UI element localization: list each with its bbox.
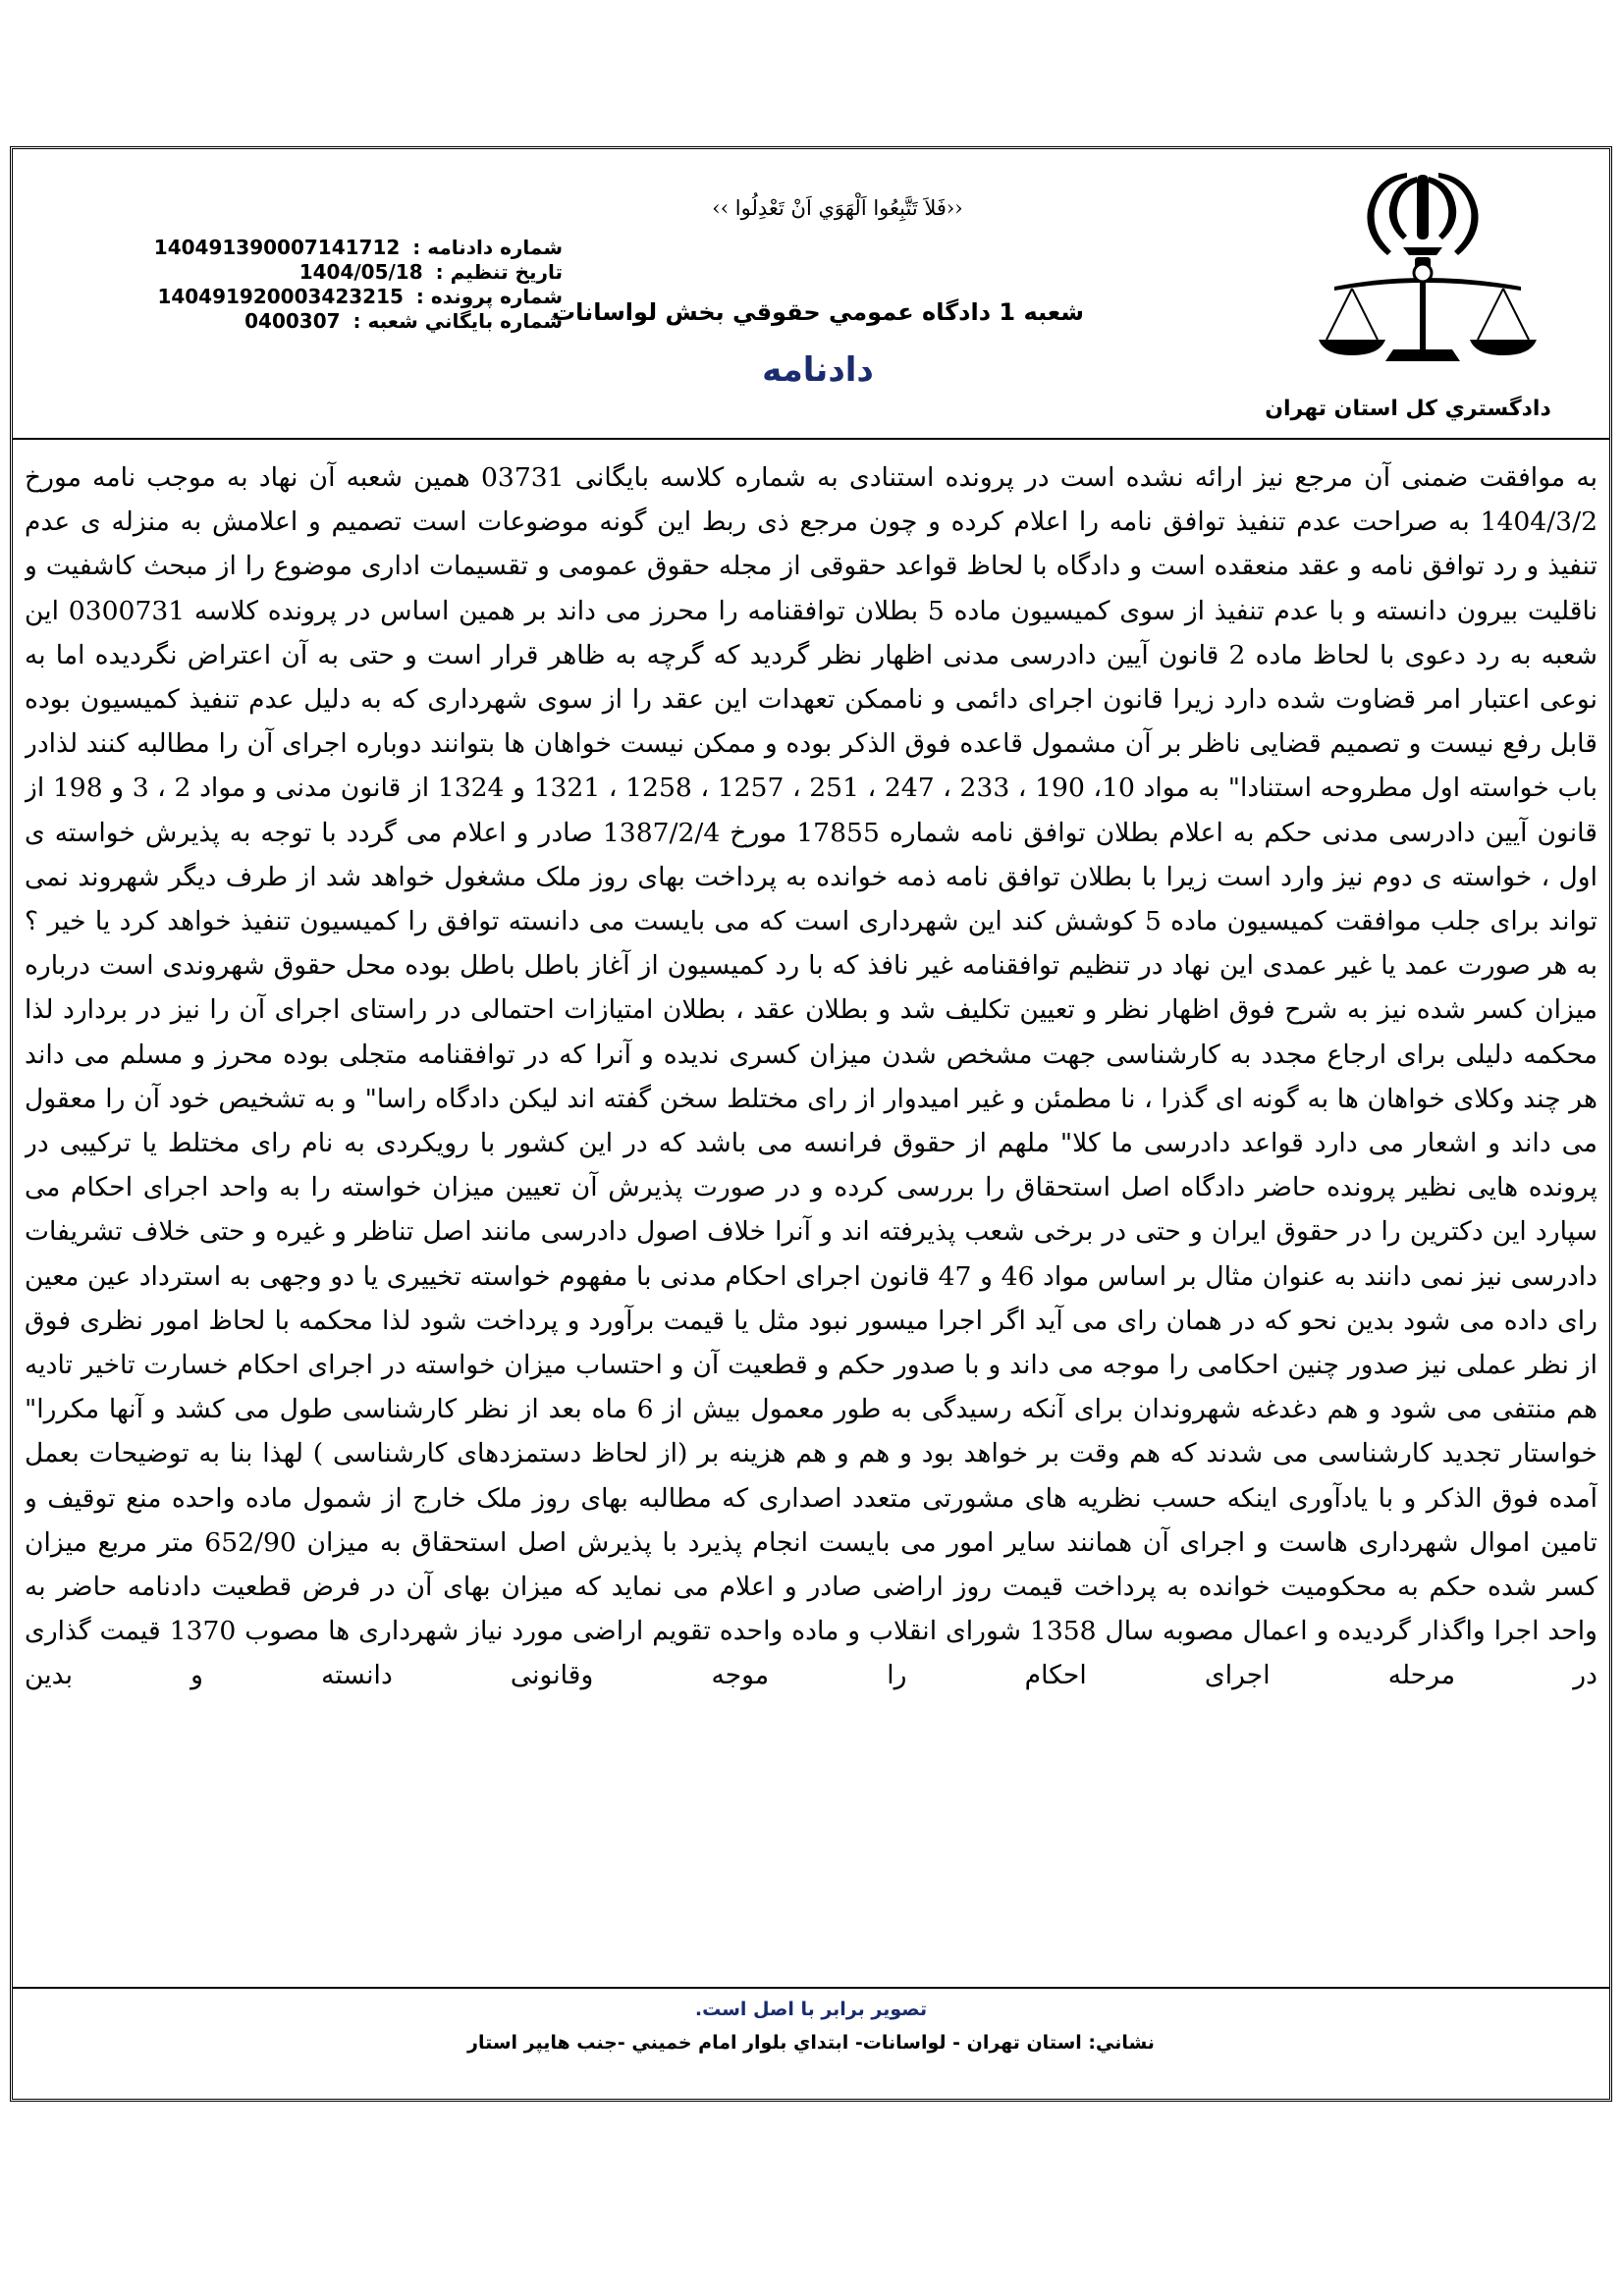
iran-justice-emblem-icon (1315, 171, 1541, 377)
verdict-number-row (150, 236, 563, 260)
document-frame (10, 146, 1612, 2102)
verdict-number-label: شماره دادنامه : (412, 236, 563, 259)
date-label: تاریخ تنظیم : (435, 260, 563, 284)
document-header (13, 149, 1609, 440)
archive-number-label: شماره بايگاني شعبه : (352, 309, 563, 333)
case-metadata (150, 236, 563, 334)
verdict-paragraph: به موافقت ضمنی آن مرجع نیز ارائه نشده است در پرونده استنادی به شماره کلاسه بایگانی 03731 همین شعبه آن نهاد به موجب نامه مورخ 1404/3/2 به صراحت عدم تنفیذ توافق نامه را اعلام کرده و چون مرجع ذی ربط این گونه موضوعات است تصمیم و اعلامش به منزله ی عدم تنفیذ و رد توافق نامه و عقد منعقده است و دادگاه با لحاظ قواعد حقوقی از مجله حقوق عمومی و تقسیمات اداری موضوع را از مبحث کاشفیت و ناقلیت بیرون دانسته و با عدم تنفیذ از سوی کمیسیون ماده 5 بطلان توافقنامه را محرز می داند بر همین اساس در پرونده کلاسه 0300731 این شعبه به رد دعوی با لحاظ ماده 2 قانون آیین دادرسی مدنی اظهار نظر گردید که گرچه به ظاهر قرار است و حتی به آن اعتراض نگردیده اما به نوعی اعتبار امر قضاوت شده دارد زیرا قانون اجرای دائمی و ناممکن تعهدات این عقد را از سوی شهرداری که به دلیل عدم تنفیذ کمیسیون بوده قابل رفع نیست و تصمیم قضایی ناظر بر آن مشمول قاعده فوق الذکر بوده و ممکن نیست خواهان ها بتوانند دوباره اجرای آن را مطالبه کنند لذادر باب خواسته اول مطروحه استنادا" به مواد 10، 190 ، 233 ، 247 ، 251 ، 1257 ، 1258 ، 1321 و 1324 از قانون مدنی و مواد 2 ، 3 و 198 از قانون آیین دادرسی مدنی حکم به اعلام بطلان توافق نامه شماره 17855 مورخ 1387/2/4 صادر و اعلام می گردد با توجه به پذیرش خواسته ی اول ، خواسته ی دوم نیز وارد است زیرا با بطلان توافق نامه ذمه خوانده به پرداخت بهای روز ملک مشغول خواهد شد از طرف دیگر شهروند نمی تواند برای جلب موافقت کمیسیون ماده 5 کوشش کند این شهرداری است که می بایست می دانسته توافق را کمیسیون تنفیذ خواهد کرد یا خیر ؟ به هر صورت عمد یا غیر عمدی این نهاد در تنظیم توافقنامه غیر نافذ که با رد کمیسیون از آغاز باطل باطل بوده محل حقوق شهروندی است درباره میزان کسر شده نیز به شرح فوق اظهار نظر و تعیین تکلیف شد و بطلان عقد ، بطلان امتیازات احتمالی در راستای اجرای آن را نیز در بردارد لذا محکمه دلیلی برای ارجاع مجدد به کارشناسی جهت مشخص شدن میزان کسری ندیده و آنرا که در توافقنامه متجلی بوده محرز و مسلم می داند هر چند وکلای خواهان ها به گونه ای گذرا ، نا مطمئن و غیر امیدوار از رای مختلط سخن گفته اند لیکن دادگاه راسا" و به تشخیص خود آن را معقول می داند و اشعار می دارد قواعد دادرسی ما کلا" ملهم از حقوق فرانسه می باشد که در این کشور با رویکردی به نام رای مختلط یا ترکیبی در پرونده هایی نظیر پرونده حاضر دادگاه اصل استحقاق را بررسی کرده و در صورت پذیرش آن تعیین میزان خواسته را به واحد اجرای احکام می سپارد این دکترین را در حقوق ایران و حتی در برخی شعب پذیرفته اند و آنرا خلاف اصول دادرسی مانند اصل تناظر و غیره و حتی خلاف تشریفات دادرسی نیز نمی دانند به عنوان مثال بر اساس مواد 46 و 47 قانون اجرای احکام مدنی با مفهوم خواسته تخییری یا دو وجهی به استرداد عین معین رای داده می شود بدین نحو که در همان رای می آید اگر اجرا میسور نبود مثل یا قیمت برآورد و پرداخت شود لذا محکمه با لحاظ امور نظری فوق از نظر عملی نیز صدور چنین احکامی را موجه می داند و با صدور حکم و قطعیت آن و احتساب میزان خواسته در اجرای احکام خسارت تاخیر تادیه هم منتفی می شود و هم دغدغه شهروندان برای آنکه رسیدگی به طور معمول بیش از 6 ماه بعد از نظر کارشناسی طول می کشد و آنها مکررا" خواستار تجدید کارشناسی می شدند که هم وقت بر خواهد بود و هم و هم هزینه بر (از لحاظ دستمزدهای کارشناسی ) لهذا بنا به توضیحات بعمل آمده فوق الذکر و با یادآوری اینکه حسب نظریه های مشورتی متعدد اصداری که مطالبه بهای روز ملک خارج از شمول ماده واحده منع توقیف و تامین اموال شهرداری هاست و اجرای آن همانند سایر امور می بایست انجام پذیرد با پذیرش اصل استحقاق به میزان 652/90 متر مربع میزان کسر شده حکم به محکومیت خوانده به پرداخت قیمت روز اراضی صادر و اعلام می نماید که میزان بهای آن در فرض قطعیت دادنامه حاضر به واحد اجرا واگذار گردیده و اعمال مصوبه سال 1358 شورای انقلاب و ماده واحده تقویم اراضی مورد نیاز شهرداری ها مصوب 1370 قیمت گذاری در مرحله اجرای احکام را موجه وقانونی دانسته و بدین (25, 462, 1597, 1691)
date-value: 1404/05/18 (298, 260, 423, 284)
archive-number-row (150, 309, 563, 334)
document-footer (13, 1987, 1609, 2099)
court-branch: شعبه 1 دادگاه عمومي حقوقي بخش لواسانات (552, 298, 1084, 326)
case-number-label: شماره پرونده : (415, 285, 563, 308)
archive-number: 0400307 (244, 309, 341, 333)
organization-name: دادگستري كل استان تهران (1265, 397, 1551, 421)
verdict-number: 140491390007141712 (153, 236, 401, 259)
document-title: دادنامه (762, 350, 874, 390)
court-address: نشاني: استان تهران - لواسانات- ابتداي بلوار امام خميني -جنب هايپر استار (467, 2032, 1155, 2054)
date-row (150, 260, 563, 285)
case-number: 140491920003423215 (157, 285, 404, 308)
quran-verse: ‹‹فَلاَ تَتَّبِعُوا اَلْهَوَي اَنْ تَعْدِلُوا ›› (712, 196, 963, 220)
case-number-row (150, 285, 563, 309)
verdict-body (25, 455, 1597, 1967)
certified-copy-note: تصوير برابر با اصل است. (694, 1999, 928, 2020)
